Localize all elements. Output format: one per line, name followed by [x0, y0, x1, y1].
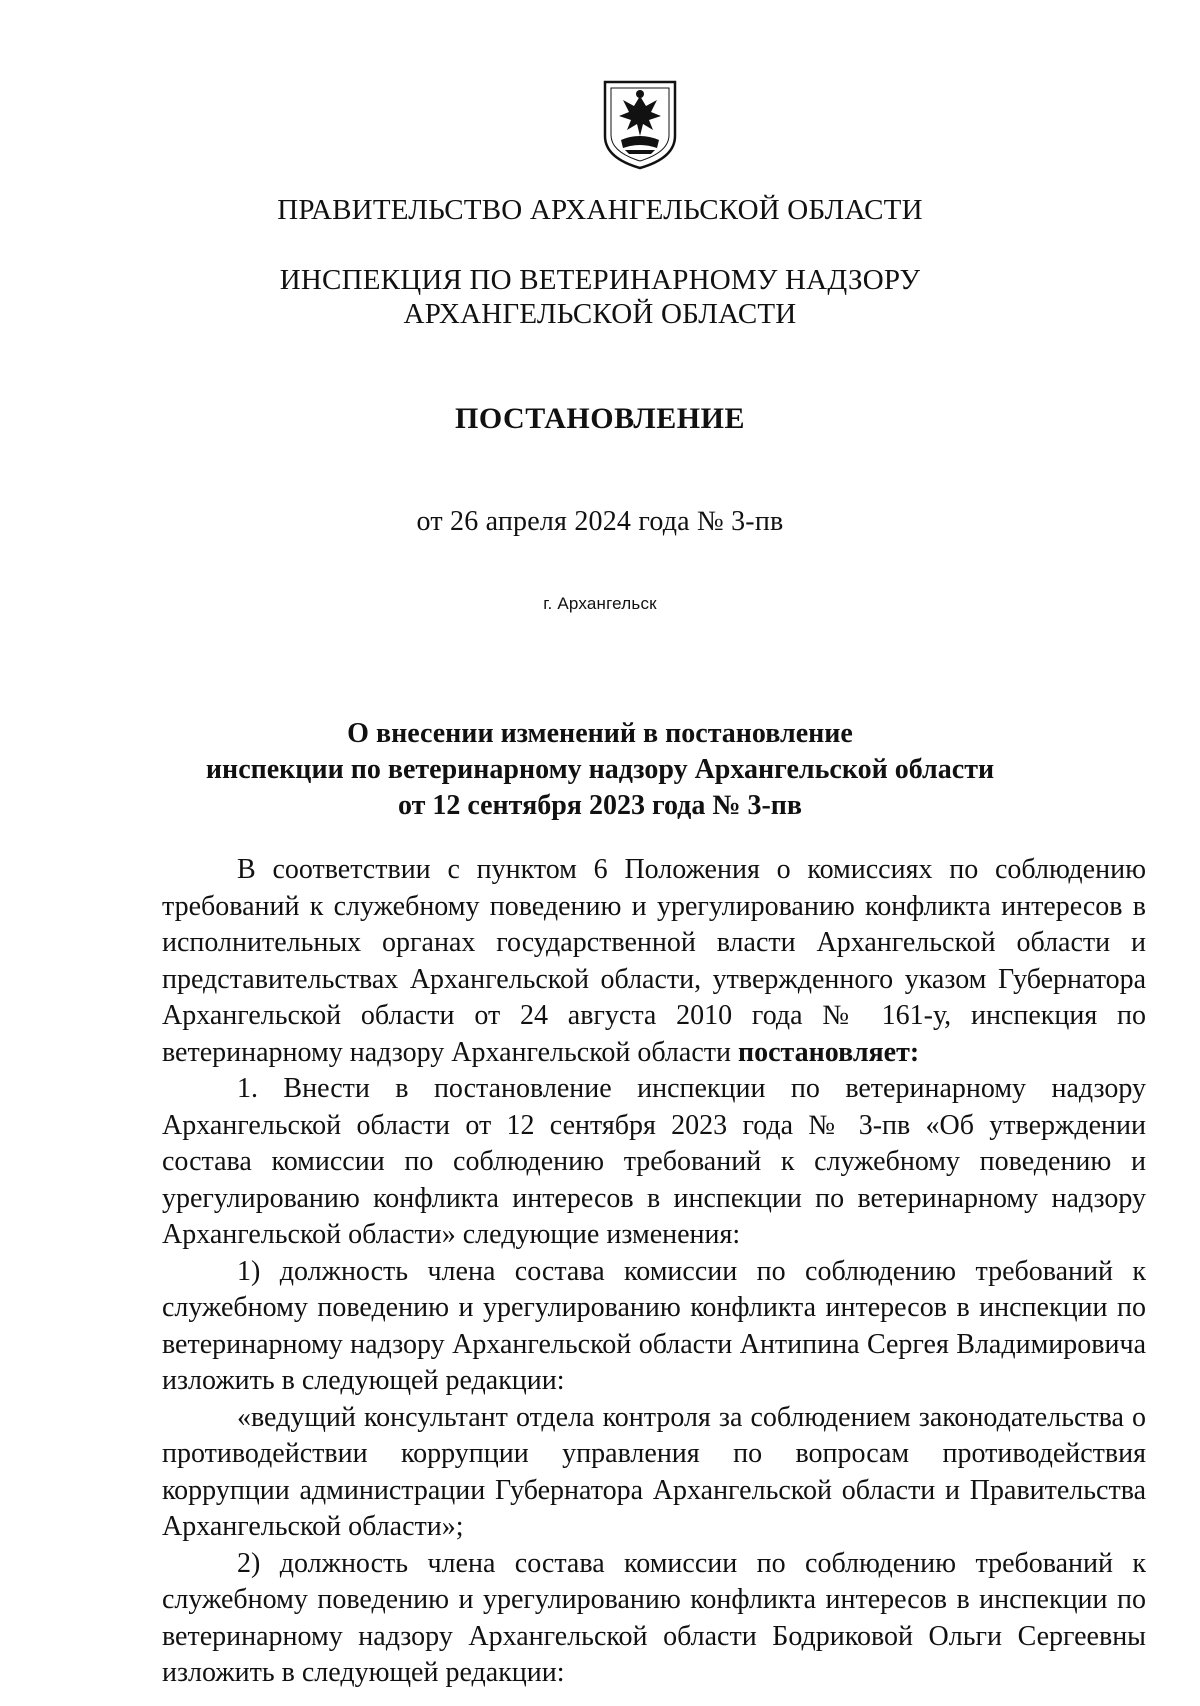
subject-line-1: О внесении изменений в постановление	[347, 718, 853, 749]
document-date-number: от 26 апреля 2024 года № 3-пв	[416, 506, 784, 537]
preamble-paragraph	[162, 852, 1146, 1071]
inspection-heading-line2: АРХАНГЕЛЬСКОЙ ОБЛАСТИ	[403, 298, 797, 330]
subitem-1-quote: «ведущий консультант отдела контроля за соблюдением законодательства о противодействии коррупции управления по вопросам противодействия коррупции администрации Губернатора Архангельской области и Правительства Архангельской области»;	[162, 1401, 1146, 1542]
document-subject	[0, 716, 1200, 824]
preamble-resolves: постановляет:	[737, 1036, 920, 1068]
document-type-title: ПОСТАНОВЛЕНИЕ	[455, 402, 745, 435]
document-body	[162, 852, 1146, 1692]
preamble-text: В соответствии с пунктом 6 Положения о комиссиях по соблюдению требований к служебному поведению и урегулированию конфликта интересов в исполнительных органах государственной власти Архангельской области и представительствах Архангельской области, утвержденного указом Губернатора Архангельской области от 24 августа 2010 года № 161-у, инспекция по ветеринарному надзору Архангельской области	[162, 854, 1146, 1068]
subject-line-2: инспекции по ветеринарному надзору Архангельской области	[205, 754, 995, 785]
subitem-1-paragraph: 1) должность члена состава комиссии по соблюдению требований к служебному поведению и урегулированию конфликта интересов в инспекции по ветеринарному надзору Архангельской области Антипина Сергея Владимировича изложить в следующей редакции:	[162, 1255, 1146, 1396]
inspection-heading-line1: ИНСПЕКЦИЯ ПО ВЕТЕРИНАРНОМУ НАДЗОРУ	[279, 264, 921, 296]
government-heading: ПРАВИТЕЛЬСТВО АРХАНГЕЛЬСКОЙ ОБЛАСТИ	[277, 194, 923, 226]
document-city: г. Архангельск	[543, 594, 657, 613]
subject-line-3: от 12 сентября 2023 года № 3-пв	[397, 790, 803, 821]
item-1-paragraph: 1. Внести в постановление инспекции по ветеринарному надзору Архангельской области от 12 сентября 2023 года № 3-пв «Об утверждении состава комиссии по соблюдению требований к служебному поведению и урегулированию конфликта интересов в инспекции по ветеринарному надзору Архангельской области» следующие изменения:	[162, 1073, 1146, 1250]
subitem-2-paragraph: 2) должность члена состава комиссии по соблюдению требований к служебному поведению и урегулированию конфликта интересов в инспекции по ветеринарному надзору Архангельской области Бодриковой Ольги Сергеевны изложить в следующей редакции:	[162, 1547, 1146, 1688]
coat-of-arms-icon	[601, 78, 679, 170]
